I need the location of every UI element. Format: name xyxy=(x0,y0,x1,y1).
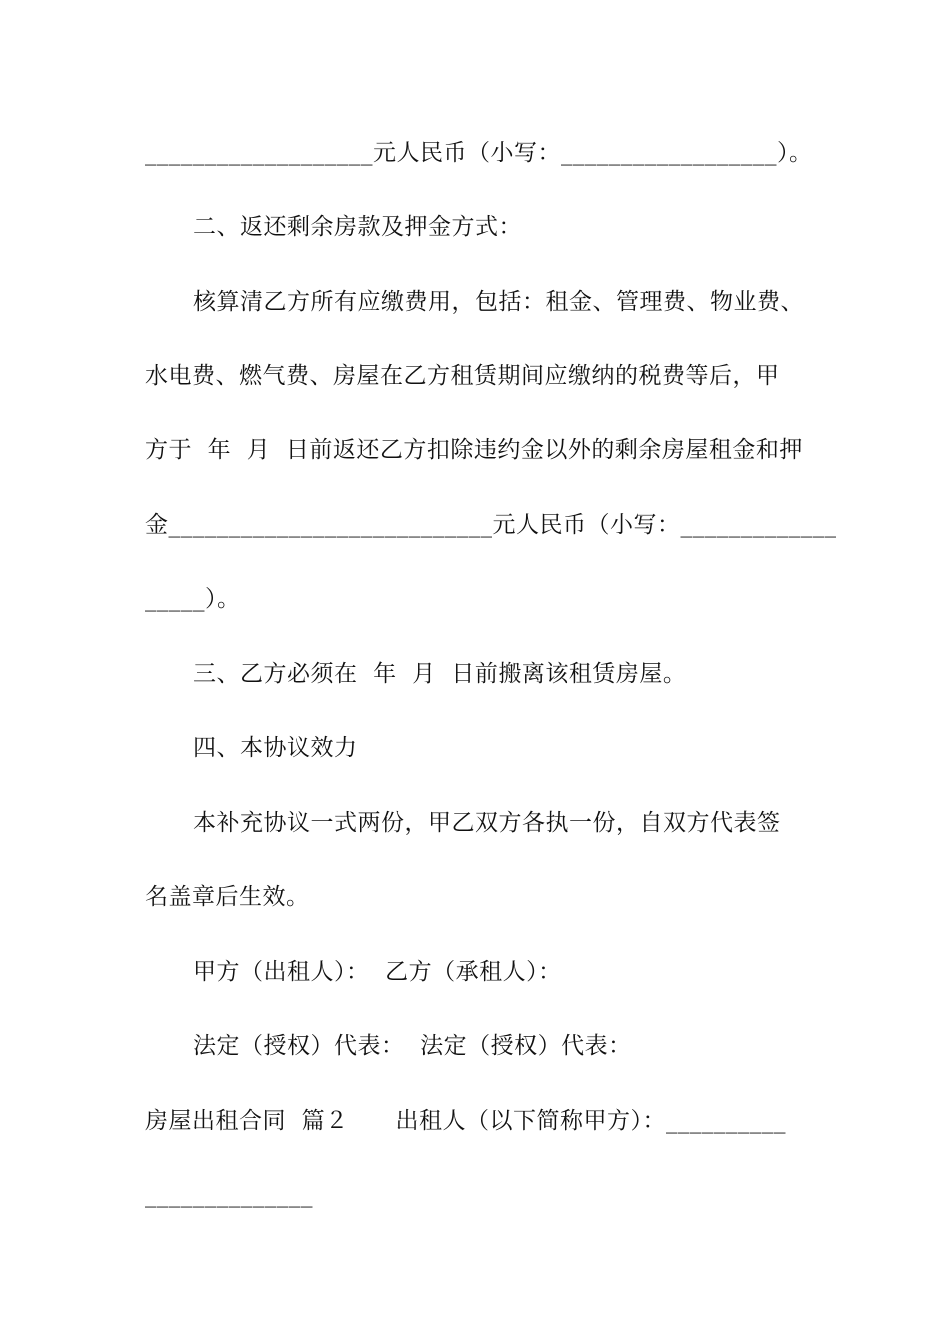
signature-parties-line: 甲方（出租人）： 乙方（承租人）： xyxy=(193,959,562,985)
section-three-heading: 三、乙方必须在 年 月 日前搬离该租赁房屋。 xyxy=(193,661,687,687)
section-four-heading: 四、本协议效力 xyxy=(193,735,358,761)
paragraph-line: 金___________________________元人民币（小写：_____________ xyxy=(145,512,837,538)
paragraph-line: 水电费、燃气费、房屋在乙方租赁期间应缴纳的税费等后，甲 xyxy=(145,363,780,389)
signature-representatives-line: 法定（授权）代表： 法定（授权）代表： xyxy=(193,1033,632,1059)
blank-fill-line: ______________ xyxy=(145,1182,313,1208)
section-two-heading: 二、返还剩余房款及押金方式： xyxy=(193,214,522,240)
paragraph-line: 核算清乙方所有应缴费用，包括：租金、管理费、物业费、 xyxy=(193,289,804,315)
paragraph-line: _____）。 xyxy=(145,586,241,612)
contract-title-line: 房屋出租合同 篇２ 出租人（以下简称甲方）：__________ xyxy=(145,1108,786,1134)
paragraph-line: 名盖章后生效。 xyxy=(145,884,310,910)
paragraph-line: 本补充协议一式两份，甲乙双方各执一份，自双方代表签 xyxy=(193,810,781,836)
paragraph-line: 方于 年 月 日前返还乙方扣除违约金以外的剩余房屋租金和押 xyxy=(145,437,803,463)
paragraph-amount-line: ___________________元人民币（小写：__________________）。 xyxy=(145,140,813,166)
